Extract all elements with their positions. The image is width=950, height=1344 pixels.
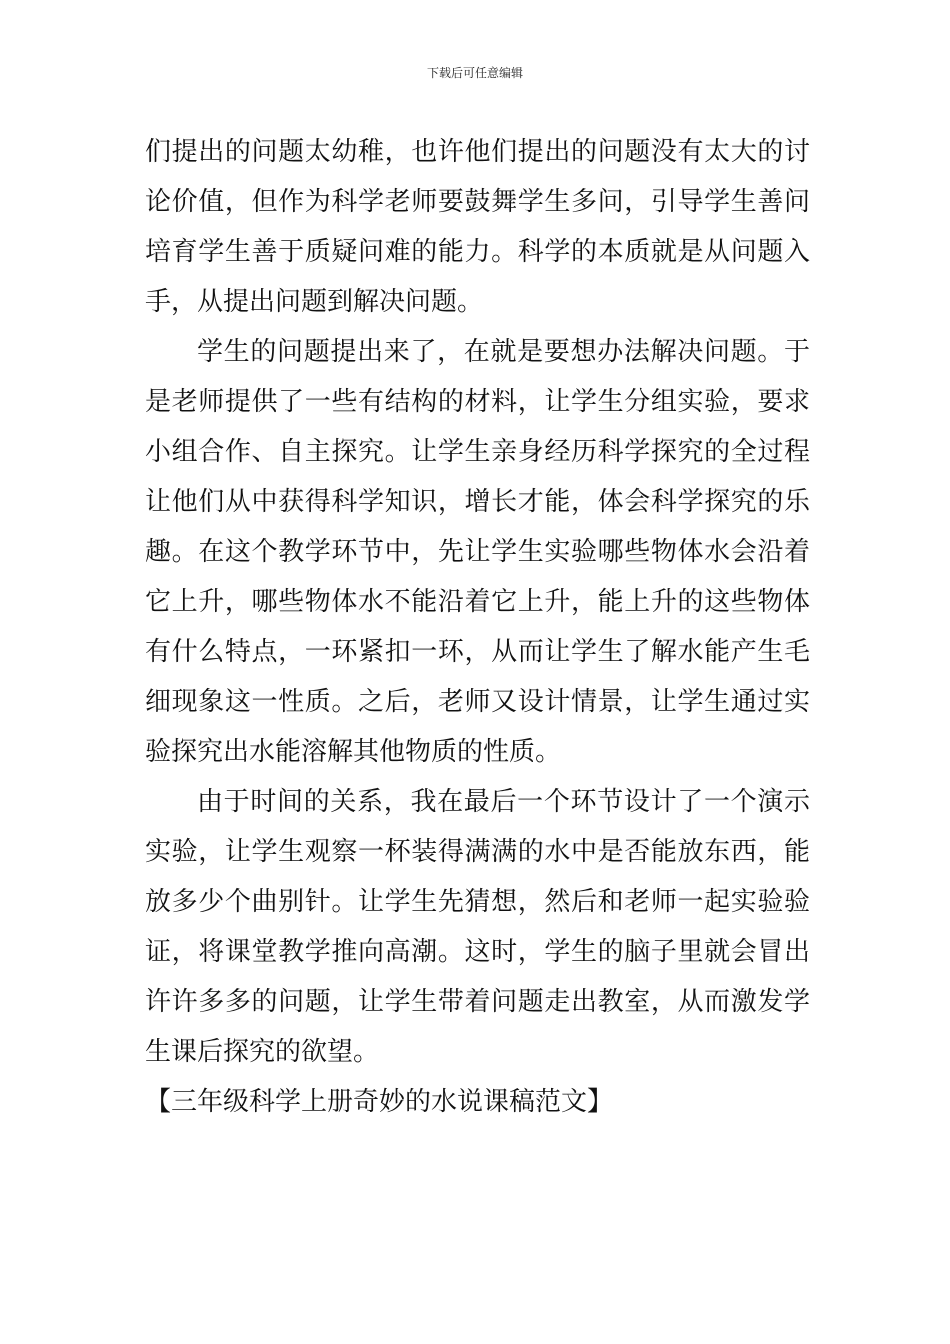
- section-title: 【三年级科学上册奇妙的水说课稿范文】: [145, 1087, 614, 1117]
- text-line: 学生的问题提出来了，在就是要想办法解决问题。于: [197, 337, 810, 367]
- text-line: 让他们从中获得科学知识，增长才能，体会科学探究的乐: [145, 487, 810, 517]
- text-line: 放多少个曲别针。让学生先猜想，然后和老师一起实验验: [145, 887, 810, 917]
- text-line: 验探究出水能溶解其他物质的性质。: [145, 737, 562, 767]
- text-line: 它上升，哪些物体水不能沿着它上升，能上升的这些物体: [145, 587, 810, 617]
- text-line: 培育学生善于质疑问难的能力。科学的本质就是从问题入: [145, 237, 810, 267]
- text-line: 许许多多的问题，让学生带着问题走出教室，从而激发学: [145, 987, 810, 1017]
- text-line: 手，从提出问题到解决问题。: [145, 287, 484, 317]
- text-line: 实验，让学生观察一杯装得满满的水中是否能放东西，能: [145, 837, 810, 867]
- text-line: 论价值，但作为科学老师要鼓舞学生多问，引导学生善问: [145, 187, 810, 217]
- text-line: 是老师提供了一些有结构的材料，让学生分组实验，要求: [145, 387, 810, 417]
- text-line: 们提出的问题太幼稚，也许他们提出的问题没有太大的讨: [145, 137, 810, 167]
- text-line: 生课后探究的欲望。: [145, 1037, 380, 1067]
- text-line: 趣。在这个教学环节中，先让学生实验哪些物体水会沿着: [145, 537, 810, 567]
- body-text: [145, 127, 810, 1127]
- page-header: 下载后可任意编辑: [426, 66, 523, 80]
- text-line: 有什么特点，一环紧扣一环，从而让学生了解水能产生毛: [145, 637, 810, 667]
- text-line: 小组合作、自主探究。让学生亲身经历科学探究的全过程: [145, 437, 810, 467]
- text-line: 证，将课堂教学推向高潮。这时，学生的脑子里就会冒出: [145, 937, 810, 967]
- text-line: 细现象这一性质。之后，老师又设计情景，让学生通过实: [145, 687, 810, 717]
- text-line: 由于时间的关系，我在最后一个环节设计了一个演示: [197, 787, 810, 817]
